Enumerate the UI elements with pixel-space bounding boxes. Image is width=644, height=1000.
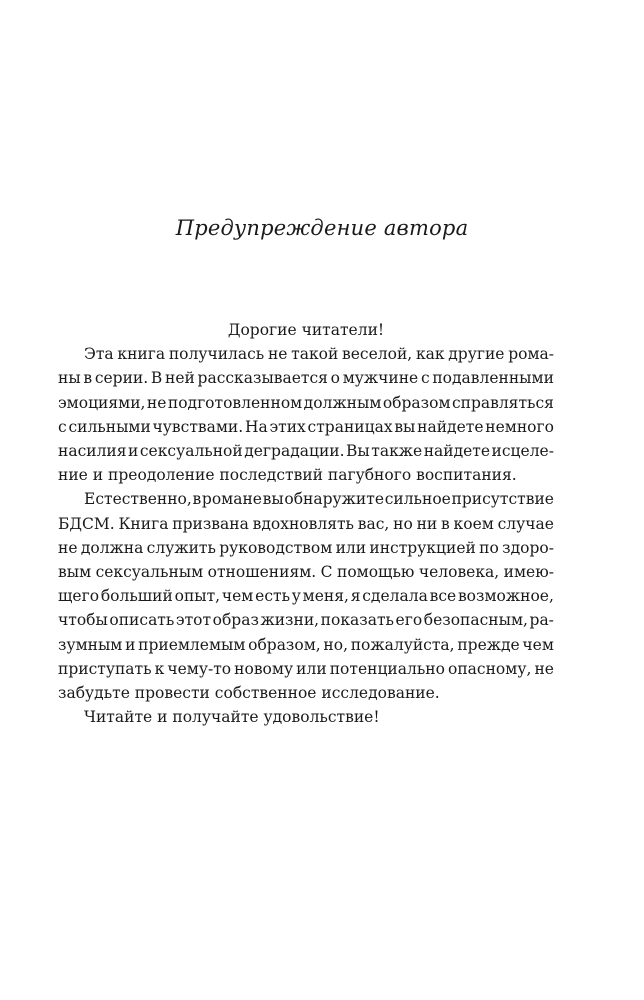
text-line: приступать к чему-то новому или потенциально опасному, не xyxy=(58,659,554,678)
text-line: с сильными чувствами. На этих страницах вы найдете немного xyxy=(58,417,554,436)
text-line: Читайте и получайте удовольствие! xyxy=(84,708,380,727)
text-line: ние и преодоление последствий пагубного воспитания. xyxy=(58,466,517,485)
text-line: Эта книга получилась не такой веселой, как другие рома- xyxy=(84,345,554,364)
paragraph xyxy=(58,705,554,729)
paragraph xyxy=(58,487,554,705)
text-line: зумным и приемлемым образом, но, пожалуйста, прежде чем xyxy=(58,635,554,654)
text-line: Естественно, в романе вы обнаружите сильное присутствие xyxy=(84,490,554,509)
chapter-title: Предупреждение автора xyxy=(175,216,469,240)
paragraph xyxy=(58,342,554,487)
text-line: чтобы описать этот образ жизни, показать его безопасным, ра- xyxy=(58,611,554,630)
salutation: Дорогие читатели! xyxy=(227,321,385,339)
text-line: вым сексуальным отношениям. С помощью человека, имею- xyxy=(58,563,554,582)
text-line: щего больший опыт, чем есть у меня, я сделала все возможное, xyxy=(58,587,554,606)
paragraphs xyxy=(58,342,554,729)
text-line: не должна служить руководством или инструкцией по здоро- xyxy=(58,538,554,557)
text-line: ны в серии. В ней рассказывается о мужчине с подавленными xyxy=(58,369,554,388)
text-line: забудьте провести собственное исследование. xyxy=(58,684,440,703)
text-line: БДСМ. Книга призвана вдохновлять вас, но ни в коем случае xyxy=(58,514,554,533)
text-line: эмоциями, не подготовленном должным образом справляться xyxy=(58,393,554,412)
body-text xyxy=(58,318,554,729)
text-line: насилия и сексуальной деградации. Вы также найдете исцеле- xyxy=(58,442,554,461)
